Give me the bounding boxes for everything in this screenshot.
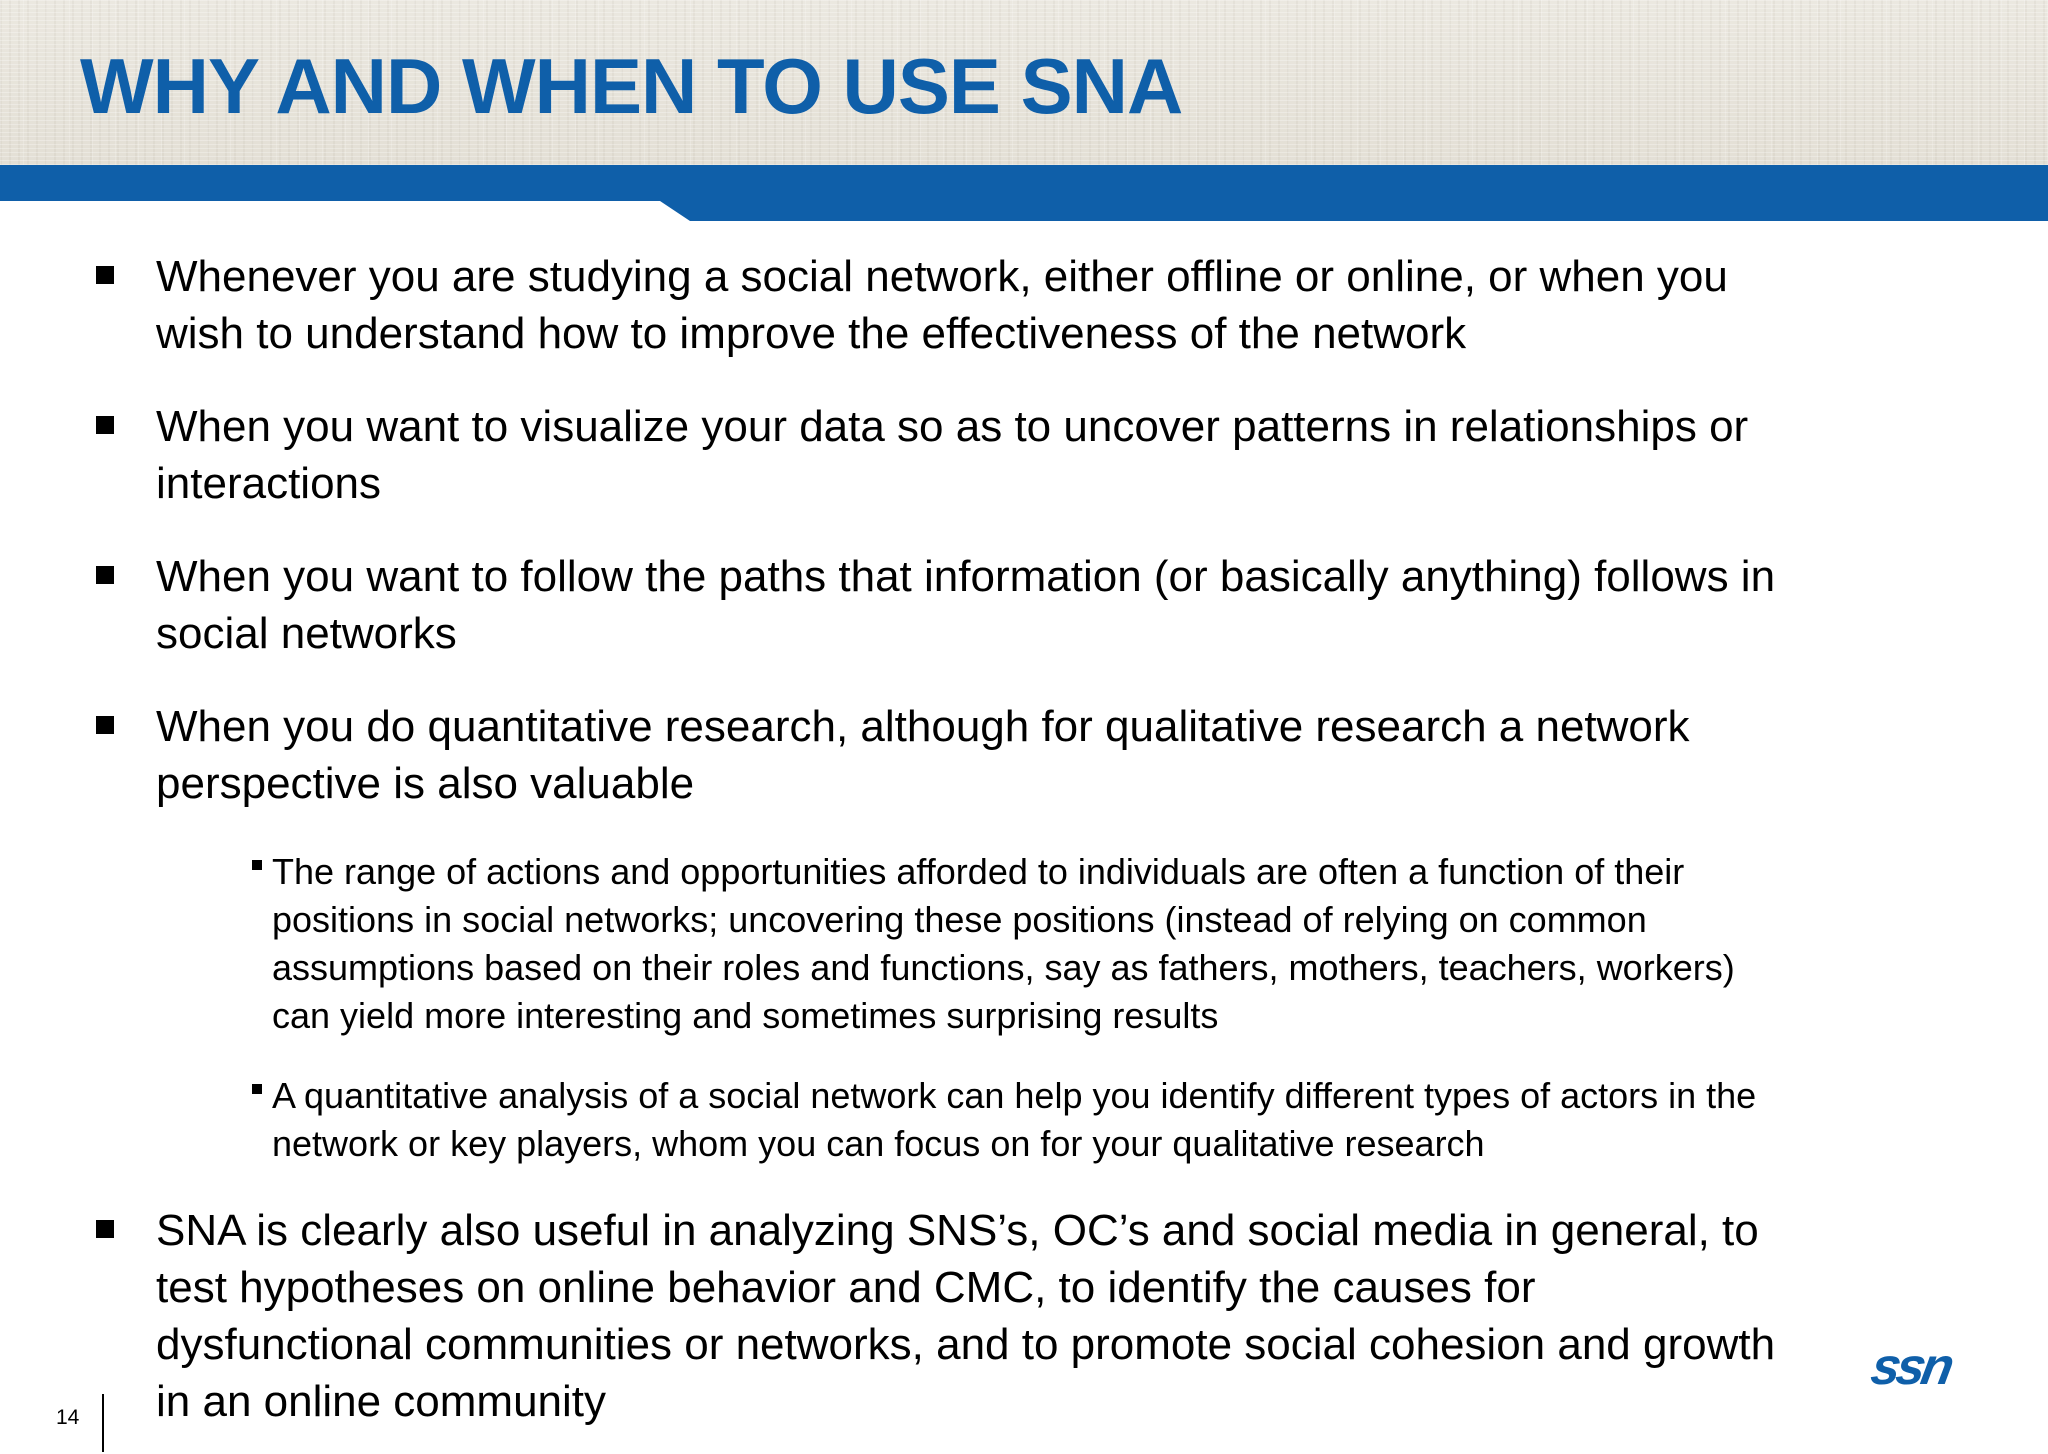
- sub-bullet-line: A quantitative analysis of a social network can help you identify different types of actors in the: [272, 1075, 1757, 1116]
- page-number: 14: [56, 1406, 80, 1429]
- sub-bullet-line: can yield more interesting and sometimes surprising results: [272, 995, 1219, 1036]
- sub-bullet-line: The range of actions and opportunities afforded to individuals are often a function of their: [272, 851, 1685, 892]
- bullet-line: When you want to follow the paths that information (or basically anything) follows in: [156, 552, 1776, 601]
- bullet-line: SNA is clearly also useful in analyzing SNS’s, OC’s and social media in general, to: [156, 1206, 1759, 1255]
- sub-bullet-line: assumptions based on their roles and functions, say as fathers, mothers, teachers, workers): [272, 947, 1735, 988]
- sub-bullet-text: [272, 1072, 1932, 1168]
- bullet-marker: [96, 716, 114, 734]
- bullet-text: [156, 1202, 1976, 1430]
- bullet-line: social networks: [156, 609, 457, 658]
- sub-bullet-line: network or key players, whom you can focus on for your qualitative research: [272, 1123, 1485, 1164]
- bullet-marker: [96, 266, 114, 284]
- bullet-line: When you do quantitative research, although for qualitative research a network: [156, 702, 1690, 751]
- bullet-line: in an online community: [156, 1377, 607, 1426]
- bullet-text: [156, 398, 1976, 512]
- logo-text: ssn: [1866, 1338, 1955, 1396]
- sub-bullet-marker: [252, 1084, 262, 1094]
- sub-bullet-line: positions in social networks; uncovering these positions (instead of relying on common: [272, 899, 1647, 940]
- bullet-text: [156, 698, 1976, 812]
- bullet-line: perspective is also valuable: [156, 759, 695, 808]
- bullet-marker: [96, 566, 114, 584]
- bullet-text: [156, 248, 1976, 362]
- footer-divider: [102, 1394, 104, 1452]
- bullet-text: [156, 548, 1976, 662]
- slide-title: WHY AND WHEN TO USE SNA: [80, 42, 1183, 130]
- bullet-line: wish to understand how to improve the effectiveness of the network: [156, 309, 1467, 358]
- bullet-marker: [96, 416, 114, 434]
- bullet-line: interactions: [156, 459, 382, 508]
- bullet-line: When you want to visualize your data so as to uncover patterns in relationships or: [156, 402, 1749, 451]
- ssn-logo: [1866, 1338, 2012, 1396]
- bullet-line: dysfunctional communities or networks, and to promote social cohesion and growth: [156, 1320, 1776, 1369]
- sub-bullet-marker: [252, 860, 262, 870]
- sub-bullet-text: [272, 848, 1932, 1040]
- bullet-marker: [96, 1220, 114, 1238]
- bullet-line: Whenever you are studying a social network, either offline or online, or when you: [156, 252, 1728, 301]
- bullet-line: test hypotheses on online behavior and CMC, to identify the causes for: [156, 1263, 1536, 1312]
